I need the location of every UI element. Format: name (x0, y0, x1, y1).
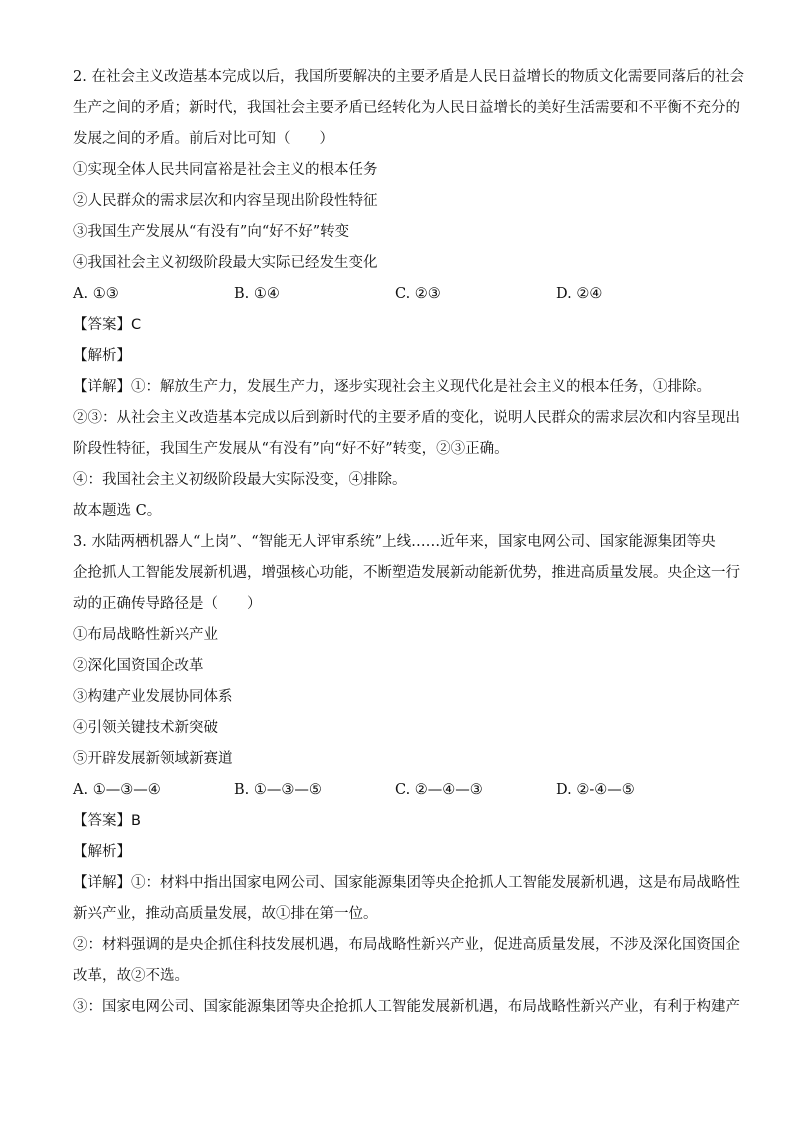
q3-item-2: ②深化国资国企改革 (73, 658, 204, 674)
q3-stem-line-3: 动的正确传导路径是（ ） (73, 596, 262, 612)
q2-item-2: ②人民群众的需求层次和内容呈现出阶段性特征 (73, 193, 378, 209)
q2-option-d: D. ②④ (556, 286, 603, 302)
q2-option-b: B. ①④ (234, 286, 280, 302)
q3-analysis-line-1: 【详解】①：材料中指出国家电网公司、国家能源集团等央企抢抓人工智能发展新机遇，这是布局战略性 (73, 875, 740, 891)
q3-stem-line-1: 3. 水陆两栖机器人“上岗”、“智能无人评审系统”上线……近年来，国家电网公司、国家能源集团等央 (73, 534, 716, 550)
q2-analysis-line-4: ④：我国社会主义初级阶段最大实际没变，④排除。 (73, 472, 407, 488)
q2-analysis-line-5: 故本题选 C。 (73, 503, 162, 519)
q2-item-3: ③我国生产发展从“有没有”向“好不好”转变 (73, 224, 350, 240)
q2-analysis-line-3: 阶段性特征，我国生产发展从“有没有”向“好不好”转变，②③正确。 (73, 441, 509, 457)
q2-options (73, 279, 725, 310)
q3-analysis-line-5: ③：国家电网公司、国家能源集团等央企抢抓人工智能发展新机遇，布局战略性新兴产业，有利于构建产 (73, 999, 740, 1015)
q2-option-c: C. ②③ (395, 286, 441, 302)
q2-stem-line-2: 生产之间的矛盾；新时代，我国社会主要矛盾已经转化为人民日益增长的美好生活需要和不平衡不充分的 (73, 100, 740, 116)
q3-option-a: A. ①—③—④ (73, 782, 161, 798)
q3-option-b: B. ①—③—⑤ (234, 782, 322, 798)
q3-item-3: ③构建产业发展协同体系 (73, 689, 233, 705)
document-page (73, 62, 744, 1023)
q2-analysis-title: 【解析】 (73, 348, 131, 364)
q3-analysis-title: 【解析】 (73, 844, 131, 860)
q3-answer: 【答案】B (73, 813, 141, 829)
question-2 (73, 62, 744, 527)
q2-analysis-line-1: 【详解】①：解放生产力，发展生产力，逐步实现社会主义现代化是社会主义的根本任务，①排除。 (73, 379, 711, 395)
q2-item-4: ④我国社会主义初级阶段最大实际已经发生变化 (73, 255, 378, 271)
q3-item-4: ④引领关键技术新突破 (73, 720, 218, 736)
q2-answer: 【答案】C (73, 317, 142, 333)
q3-option-d: D. ②-④—⑤ (556, 782, 635, 798)
q3-item-1: ①布局战略性新兴产业 (73, 627, 218, 643)
q2-analysis-line-2: ②③：从社会主义改造基本完成以后到新时代的主要矛盾的变化，说明人民群众的需求层次和内容呈现出 (73, 410, 740, 426)
q2-stem-line-3: 发展之间的矛盾。前后对比可知（ ） (73, 131, 334, 147)
q3-stem-line-2: 企抢抓人工智能发展新机遇，增强核心功能，不断塑造发展新动能新优势，推进高质量发展。央企这一行 (73, 565, 740, 581)
q2-item-1: ①实现全体人民共同富裕是社会主义的根本任务 (73, 162, 378, 178)
question-3 (73, 527, 740, 1023)
q3-option-c: C. ②—④—③ (395, 782, 483, 798)
q3-options (73, 775, 725, 806)
q3-analysis-line-4: 改革，故②不选。 (73, 968, 189, 984)
q3-analysis-line-2: 新兴产业，推动高质量发展，故①排在第一位。 (73, 906, 378, 922)
q3-analysis-line-3: ②：材料强调的是央企抓住科技发展机遇，布局战略性新兴产业，促进高质量发展，不涉及深化国资国企 (73, 937, 740, 953)
q2-stem-line-1: 2. 在社会主义改造基本完成以后，我国所要解决的主要矛盾是人民日益增长的物质文化需要同落后的社会 (73, 69, 744, 85)
q2-option-a: A. ①③ (73, 286, 119, 302)
q3-item-5: ⑤开辟发展新领域新赛道 (73, 751, 233, 767)
